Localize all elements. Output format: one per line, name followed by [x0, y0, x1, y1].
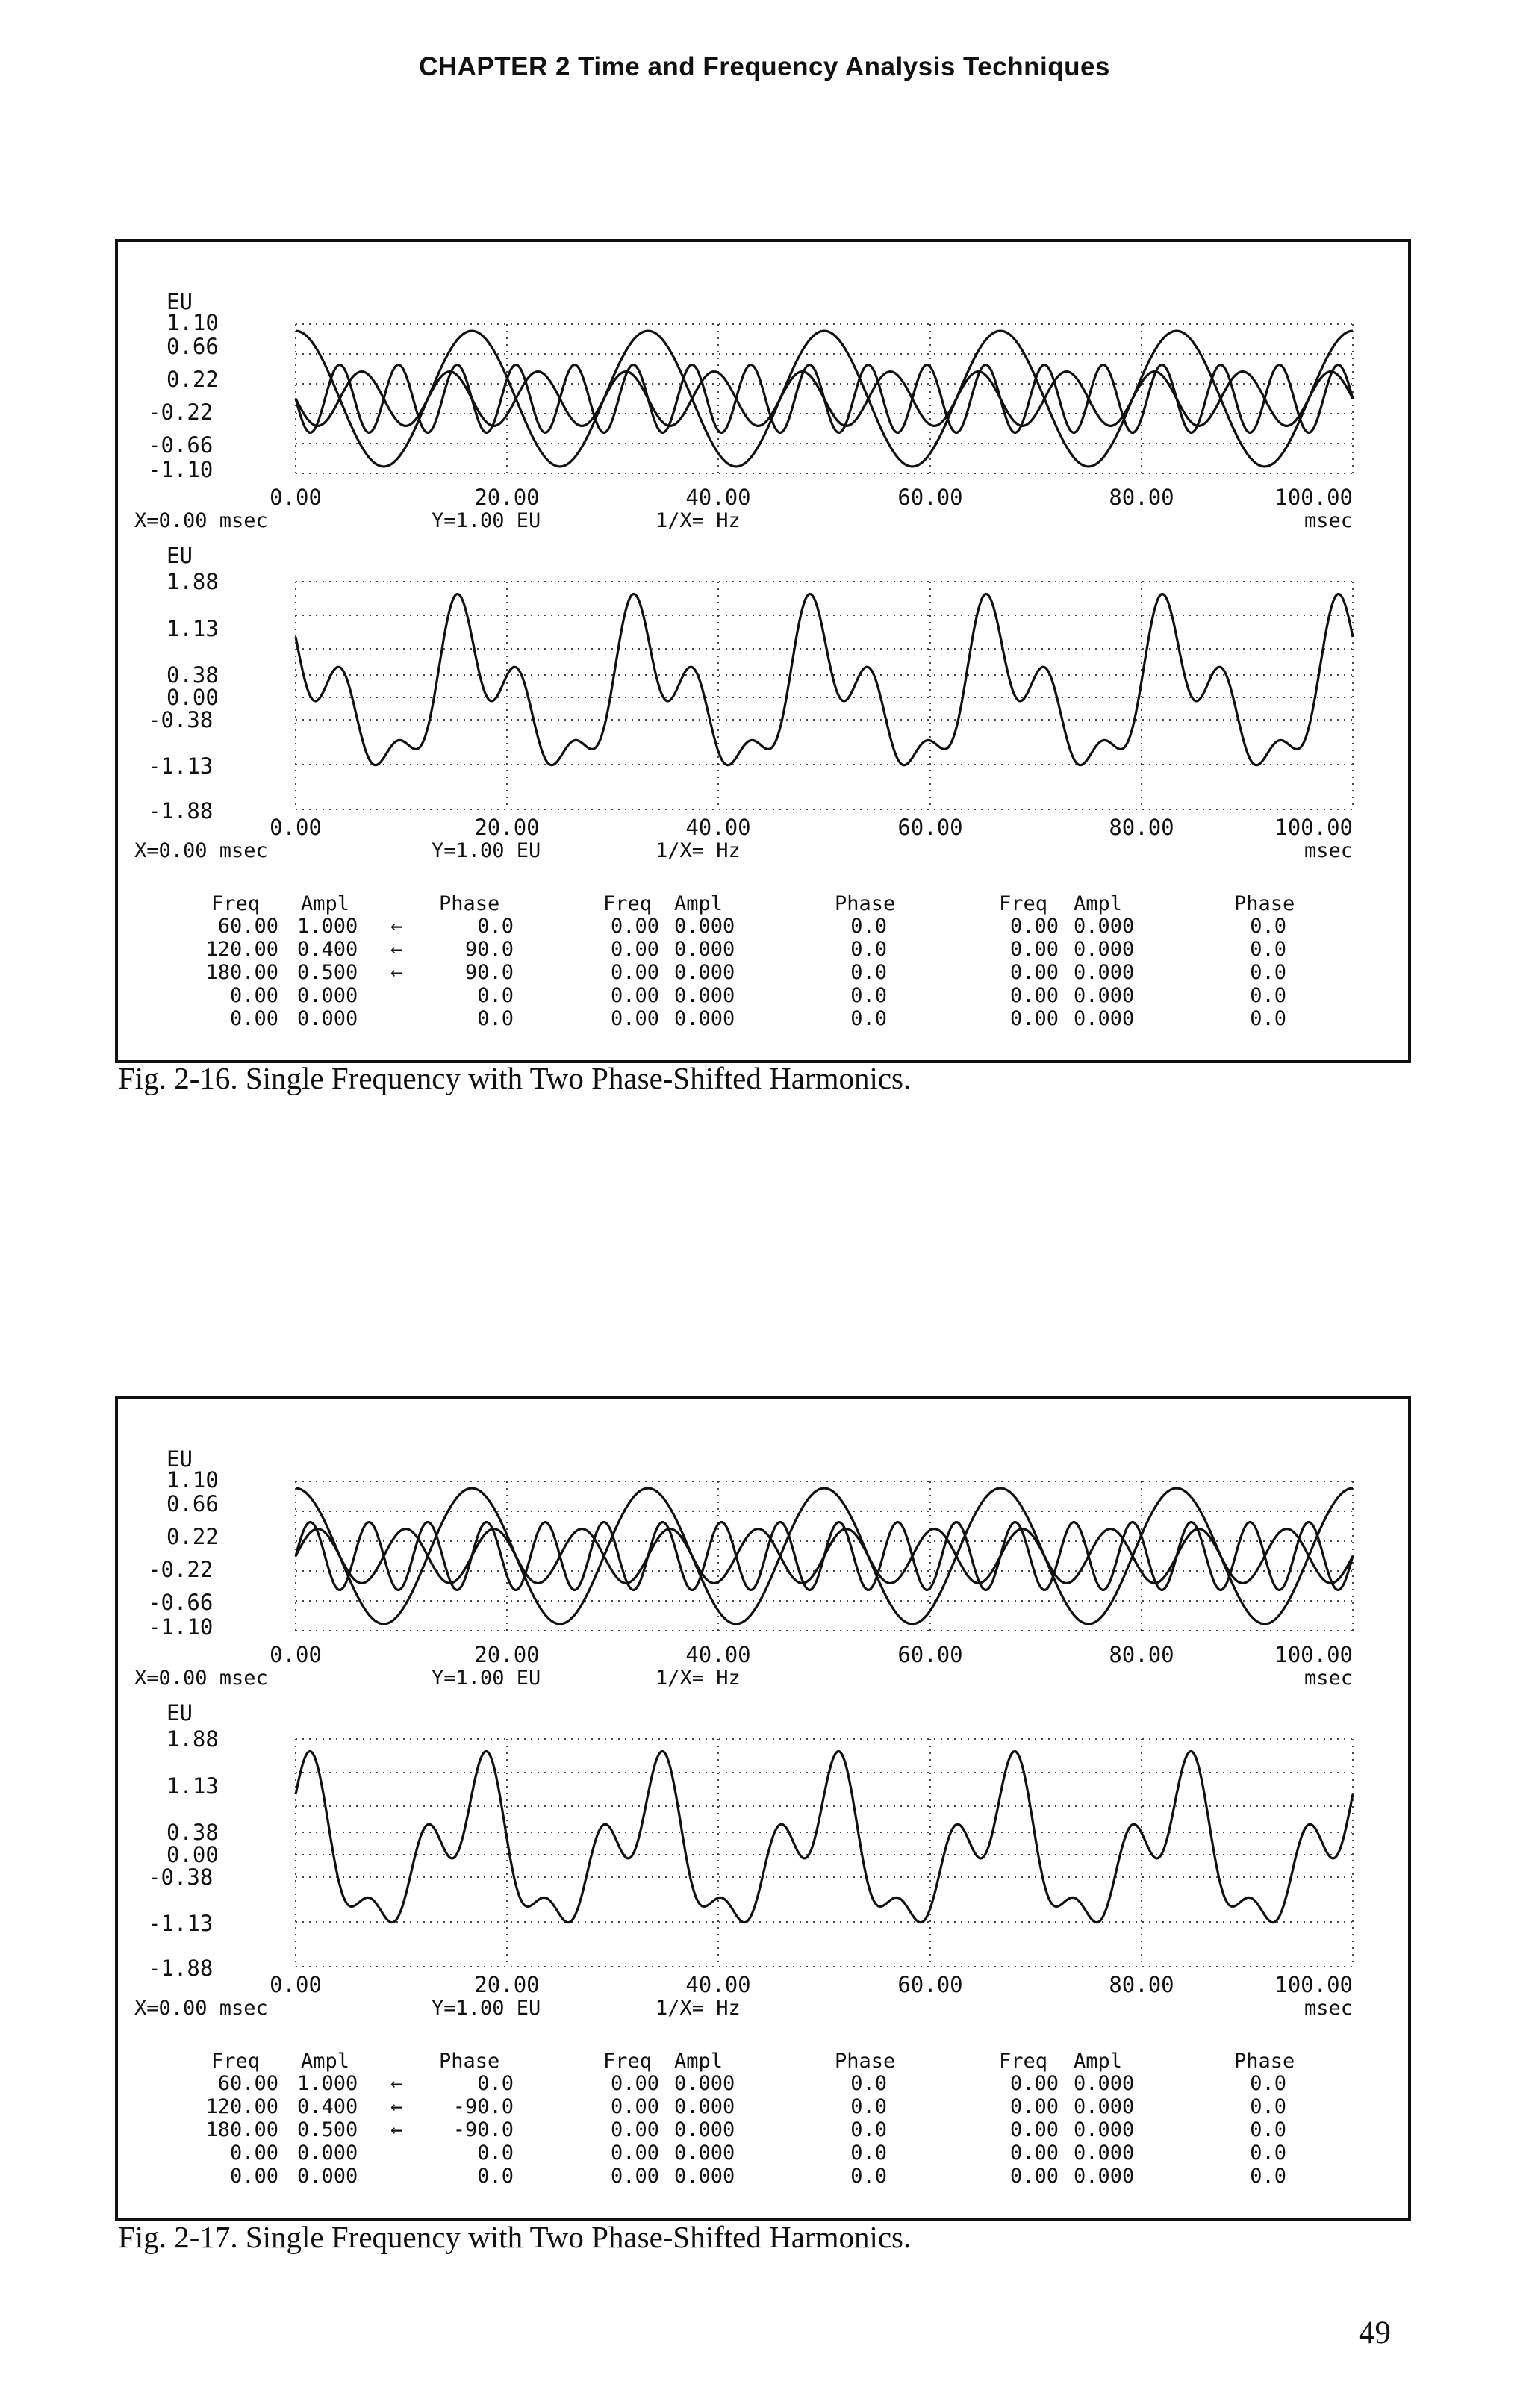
figure-box	[115, 239, 1411, 1063]
xtick: 80.00	[1109, 815, 1174, 840]
plot2-xticks	[270, 815, 1353, 840]
ytick: -1.88	[148, 1956, 214, 1981]
table-cell: 0.00	[1009, 2118, 1059, 2141]
table-cell: 0.0	[850, 1007, 887, 1030]
table-cell: 0.000	[297, 984, 358, 1007]
xtick: 0.00	[270, 815, 322, 840]
table-cell: 0.0	[1250, 2072, 1286, 2095]
ytick: 0.66	[166, 1491, 219, 1516]
table-cell: 0.00	[610, 2118, 659, 2141]
ytick: 1.13	[166, 616, 219, 641]
table-header: Phase	[439, 892, 500, 915]
figure-caption: Fig. 2-17. Single Frequency with Two Phase-Shifted Harmonics.	[118, 2220, 912, 2254]
table-cell: 180.00	[205, 961, 278, 984]
table-row	[230, 2165, 1286, 2188]
table-cell: 0.000	[1074, 2141, 1135, 2165]
table-cell: 0.00	[610, 1007, 659, 1030]
arrow-icon: ←	[390, 2095, 403, 2118]
status-x: X=0.00 msec	[134, 1997, 268, 2020]
table-cell: 0.0	[477, 2141, 514, 2165]
table-cell: 0.000	[1074, 2072, 1135, 2095]
table-cell: 1.000	[297, 915, 358, 938]
table-cell: 0.000	[674, 2095, 735, 2118]
table-cell: 0.400	[297, 2095, 358, 2118]
ytick: 0.22	[166, 1524, 219, 1549]
table-cell: 120.00	[205, 938, 278, 961]
xtick: 40.00	[685, 1972, 751, 1997]
table-cell: 0.0	[850, 2118, 887, 2141]
table-cell: 0.0	[850, 961, 887, 984]
chapter-header: CHAPTER 2 Time and Frequency Analysis Techniques	[419, 52, 1110, 81]
status-freq: 1/X= Hz	[655, 1997, 741, 2020]
table-cell: 0.0	[1250, 961, 1286, 984]
x-unit: msec	[1304, 1997, 1353, 2020]
table-header: Ampl	[674, 892, 723, 915]
arrow-icon: ←	[390, 915, 403, 938]
xtick: 60.00	[897, 485, 963, 510]
arrow-icon: ←	[390, 2072, 403, 2095]
table-row	[205, 938, 1286, 961]
xtick: 40.00	[685, 485, 751, 510]
status-freq: 1/X= Hz	[655, 509, 741, 532]
ytick: -0.66	[148, 1590, 214, 1615]
xtick: 100.00	[1274, 1642, 1353, 1667]
plot2-xticks	[270, 1972, 1353, 1997]
ytick: 0.22	[166, 367, 219, 392]
table-cell: 0.00	[229, 984, 278, 1007]
arrow-icon: ←	[390, 961, 403, 984]
status-y: Y=1.00 EU	[432, 1667, 541, 1690]
ytick: 0.38	[166, 662, 219, 688]
table-cell: 0.00	[1009, 938, 1059, 961]
xtick: 20.00	[474, 815, 540, 840]
table-cell: 0.0	[1250, 938, 1286, 961]
table-header: Ampl	[1074, 892, 1123, 915]
figure-box	[115, 1396, 1411, 2221]
table-cell: 0.00	[1009, 2095, 1059, 2118]
xtick: 0.00	[270, 485, 322, 510]
status-y: Y=1.00 EU	[432, 509, 541, 532]
table-cell: 1.000	[297, 2072, 358, 2095]
ytick: -1.88	[148, 798, 214, 824]
arrow-icon: ←	[390, 938, 403, 961]
table-cell: 0.00	[1009, 2141, 1059, 2165]
xtick: 80.00	[1109, 1972, 1174, 1997]
plot1-yticks	[148, 1467, 219, 1640]
plot1-yticks	[148, 310, 219, 482]
table-cell: 120.00	[205, 2095, 278, 2118]
table-cell: 0.000	[297, 1007, 358, 1030]
table-cell: 0.00	[610, 2072, 659, 2095]
table-cell: 0.000	[674, 961, 735, 984]
figure-svg	[118, 242, 1408, 1060]
table-cell: 0.000	[297, 2141, 358, 2165]
ytick: -1.10	[148, 457, 214, 482]
table-cell: 0.00	[229, 2141, 278, 2165]
table-cell: 0.000	[1074, 961, 1135, 984]
table-row	[218, 2072, 1286, 2095]
xtick: 60.00	[897, 1642, 963, 1667]
figure-svg	[118, 1399, 1408, 2218]
ytick: 1.88	[166, 569, 219, 594]
plot2-yticks	[148, 569, 219, 824]
table-cell: 0.000	[1074, 984, 1135, 1007]
table-row	[205, 2095, 1286, 2118]
table-cell: 0.00	[610, 961, 659, 984]
table-cell: -90.0	[452, 2095, 514, 2118]
ytick: 0.00	[166, 685, 219, 710]
xtick: 20.00	[474, 485, 540, 510]
table-header: Ampl	[301, 892, 350, 915]
table-cell: 0.00	[1009, 984, 1059, 1007]
plot2-trace-sum	[296, 1752, 1353, 1923]
table-cell: 0.0	[1250, 2165, 1286, 2188]
xtick: 20.00	[474, 1642, 540, 1667]
table-row	[230, 984, 1286, 1007]
table-cell: 0.000	[674, 915, 735, 938]
table-header: Freq	[211, 2050, 261, 2073]
table-cell: 0.00	[1009, 915, 1059, 938]
table-cell: 0.0	[1250, 1007, 1286, 1030]
ytick: 1.10	[166, 1467, 219, 1493]
xtick: 0.00	[270, 1642, 322, 1667]
table-row	[230, 1007, 1286, 1030]
xtick: 80.00	[1109, 1642, 1174, 1667]
xtick: 40.00	[685, 1642, 751, 1667]
table-cell: 0.000	[297, 2165, 358, 2188]
table-cell: 0.0	[850, 984, 887, 1007]
table-cell: 0.0	[477, 1007, 514, 1030]
table-cell: 0.000	[1074, 2118, 1135, 2141]
plot1-unit: EU	[166, 1446, 193, 1472]
status-y: Y=1.00 EU	[432, 839, 541, 862]
table-cell: 180.00	[205, 2118, 278, 2141]
xtick: 60.00	[897, 815, 963, 840]
table-header: Phase	[835, 2050, 896, 2073]
table-cell: 0.0	[1250, 2118, 1286, 2141]
x-unit: msec	[1304, 839, 1353, 862]
table-cell: 0.000	[674, 984, 735, 1007]
plot2-unit: EU	[166, 543, 193, 568]
ytick: 1.88	[166, 1726, 219, 1752]
ytick: -1.13	[148, 753, 214, 779]
table-cell: 0.00	[229, 1007, 278, 1030]
status-freq: 1/X= Hz	[655, 1667, 741, 1690]
table-cell: 0.0	[1250, 2095, 1286, 2118]
table-cell: 0.0	[477, 984, 514, 1007]
table-cell: 0.000	[1074, 938, 1135, 961]
table-header: Freq	[211, 892, 261, 915]
plot2-trace-sum	[296, 594, 1353, 765]
table-cell: 0.0	[850, 938, 887, 961]
page-number: 49	[1359, 2315, 1391, 2351]
table-cell: 0.000	[1074, 2095, 1135, 2118]
table-cell: 0.00	[1009, 1007, 1059, 1030]
table-rows	[205, 915, 1286, 1030]
x-unit: msec	[1304, 1667, 1353, 1690]
table-cell: 0.00	[610, 2095, 659, 2118]
table-cell: 0.0	[1250, 984, 1286, 1007]
status-x: X=0.00 msec	[134, 509, 268, 532]
plot2-yticks	[148, 1726, 219, 1981]
table-header: Freq	[603, 2050, 653, 2073]
xtick: 100.00	[1274, 485, 1353, 510]
ytick: 0.38	[166, 1820, 219, 1845]
status-y: Y=1.00 EU	[432, 1997, 541, 2020]
table-cell: 0.000	[674, 2072, 735, 2095]
table-cell: 0.500	[297, 2118, 358, 2141]
table-cell: 60.00	[217, 915, 278, 938]
table-cell: 0.0	[850, 2095, 887, 2118]
table-cell: 0.000	[1074, 915, 1135, 938]
table-cell: 0.000	[1074, 1007, 1135, 1030]
table-cell: 0.000	[674, 2165, 735, 2188]
table-cell: 0.00	[610, 984, 659, 1007]
table-cell: 0.00	[610, 938, 659, 961]
xtick: 0.00	[270, 1972, 322, 1997]
ytick: 1.10	[166, 310, 219, 335]
plot1-trace-180hz	[296, 365, 1353, 433]
table-header: Phase	[1234, 2050, 1295, 2073]
component-table	[211, 2050, 1295, 2073]
table-cell: -90.0	[452, 2118, 514, 2141]
table-cell: 0.500	[297, 961, 358, 984]
table-header: Ampl	[674, 2050, 723, 2073]
table-header: Freq	[999, 892, 1048, 915]
ytick: -0.22	[148, 1557, 214, 1582]
ytick: -0.66	[148, 432, 214, 458]
table-cell: 0.0	[477, 915, 514, 938]
ytick: -0.38	[148, 707, 214, 732]
table-rows	[205, 2072, 1286, 2188]
x-unit: msec	[1304, 509, 1353, 532]
xtick: 20.00	[474, 1972, 540, 1997]
component-table	[211, 892, 1295, 915]
xtick: 80.00	[1109, 485, 1174, 510]
plot2-grid	[296, 1739, 1353, 1967]
table-cell: 0.000	[674, 2118, 735, 2141]
plot2-unit: EU	[166, 1700, 193, 1726]
xtick: 60.00	[897, 1972, 963, 1997]
plot1-xticks	[270, 485, 1353, 510]
ytick: -0.22	[148, 399, 214, 425]
table-row	[230, 2141, 1286, 2165]
table-cell: 0.000	[1074, 2165, 1135, 2188]
table-cell: 0.00	[229, 2165, 278, 2188]
xtick: 100.00	[1274, 815, 1353, 840]
table-cell: 0.00	[1009, 2072, 1059, 2095]
table-header: Freq	[603, 892, 653, 915]
table-cell: 0.000	[674, 1007, 735, 1030]
table-cell: 0.0	[850, 915, 887, 938]
ytick: 0.00	[166, 1842, 219, 1867]
table-cell: 0.000	[674, 938, 735, 961]
table-cell: 0.00	[1009, 961, 1059, 984]
table-cell: 0.000	[674, 2141, 735, 2165]
status-x: X=0.00 msec	[134, 1667, 268, 1690]
table-header: Phase	[835, 892, 896, 915]
table-cell: 0.400	[297, 938, 358, 961]
xtick: 100.00	[1274, 1972, 1353, 1997]
table-cell: 90.0	[464, 938, 514, 961]
table-row	[205, 2118, 1286, 2141]
ytick: -1.13	[148, 1911, 214, 1936]
table-row	[218, 915, 1286, 938]
table-cell: 90.0	[464, 961, 514, 984]
table-cell: 0.0	[477, 2072, 514, 2095]
table-cell: 0.0	[1250, 2141, 1286, 2165]
table-header: Phase	[439, 2050, 500, 2073]
xtick: 40.00	[685, 815, 751, 840]
ytick: -0.38	[148, 1864, 214, 1890]
table-row	[205, 961, 1286, 984]
ytick: 1.13	[166, 1773, 219, 1799]
table-cell: 0.00	[610, 2165, 659, 2188]
status-freq: 1/X= Hz	[655, 839, 741, 862]
table-cell: 0.0	[1250, 915, 1286, 938]
table-header: Ampl	[1074, 2050, 1123, 2073]
table-cell: 0.0	[850, 2165, 887, 2188]
ytick: -1.10	[148, 1614, 214, 1640]
plot1-trace-180hz	[296, 1522, 1353, 1590]
table-cell: 0.00	[610, 915, 659, 938]
table-cell: 0.00	[610, 2141, 659, 2165]
table-cell: 60.00	[217, 2072, 278, 2095]
table-cell: 0.0	[477, 2165, 514, 2188]
table-header: Freq	[999, 2050, 1048, 2073]
figure-caption: Fig. 2-16. Single Frequency with Two Phase-Shifted Harmonics.	[118, 1061, 912, 1095]
plot1-xticks	[270, 1642, 1353, 1667]
table-cell: 0.00	[1009, 2165, 1059, 2188]
table-cell: 0.0	[850, 2072, 887, 2095]
status-x: X=0.00 msec	[134, 839, 268, 862]
plot1-unit: EU	[166, 289, 193, 314]
table-header: Ampl	[301, 2050, 350, 2073]
ytick: 0.66	[166, 334, 219, 359]
table-header: Phase	[1234, 892, 1295, 915]
table-cell: 0.0	[850, 2141, 887, 2165]
arrow-icon: ←	[390, 2118, 403, 2141]
plot2-grid	[296, 582, 1353, 809]
